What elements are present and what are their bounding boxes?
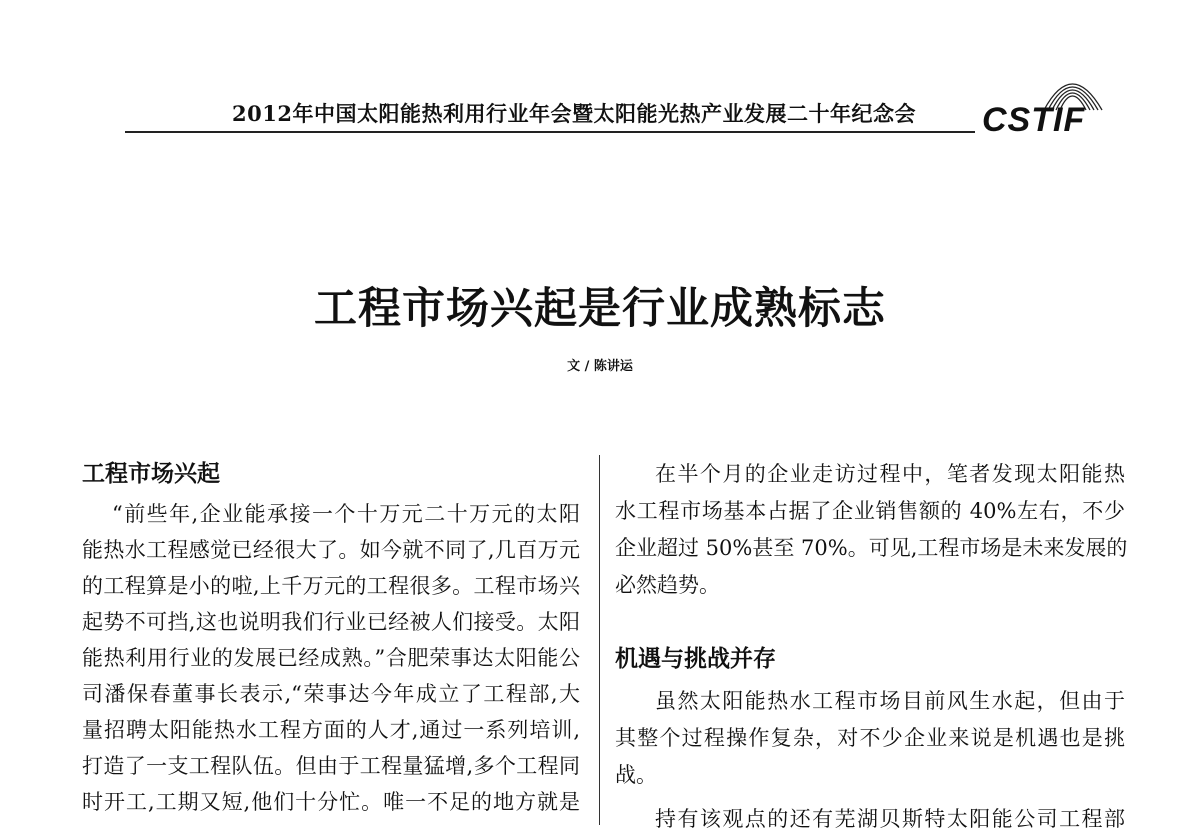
text-line: 打造了一支工程队伍。但由于工程量猛增,多个工程同	[82, 754, 580, 778]
text-line: 能热水工程感觉已经很大了。如今就不同了,几百万元	[82, 538, 580, 562]
logo-text: CSTIF	[982, 101, 1086, 139]
text-line: 时开工,工期又短,他们十分忙。唯一不足的地方就是	[82, 790, 580, 814]
text-line: 量招聘太阳能热水工程方面的人才,通过一系列培训,	[82, 718, 580, 742]
article-title: 工程市场兴起是行业成熟标志	[314, 284, 886, 334]
text-line: “前些年,企业能承接一个十万元二十万元的太阳	[112, 502, 580, 526]
section-heading: 机遇与挑战并存	[615, 645, 776, 672]
text-line: 能热利用行业的发展已经成熟。”合肥荣事达太阳能公	[82, 646, 580, 670]
byline: 文 / 陈讲运	[567, 359, 633, 374]
text-line: 起势不可挡,这也说明我们行业已经被人们接受。太阳	[82, 610, 580, 634]
text-line: 战。	[615, 763, 657, 787]
text-line: 企业超过 50%甚至 70%。可见,工程市场是未来发展的	[615, 536, 1128, 560]
cstif-logo	[982, 62, 1127, 140]
text-line: 虽然太阳能热水工程市场目前风生水起，但由于	[655, 689, 1125, 713]
text-line: 在半个月的企业走访过程中，笔者发现太阳能热	[655, 462, 1125, 486]
header-rule	[125, 131, 975, 133]
conference-header: 2012年中国太阳能热利用行业年会暨太阳能光热产业发展二十年纪念会	[232, 101, 916, 126]
text-line: 其整个过程操作复杂，对不少企业来说是机遇也是挑	[615, 726, 1125, 750]
text-line: 水工程市场基本占据了企业销售额的 40%左右，不少	[615, 499, 1125, 523]
text-line: 持有该观点的还有芜湖贝斯特太阳能公司工程部	[655, 807, 1125, 831]
column-divider	[599, 455, 600, 825]
text-line: 司潘保春董事长表示,“荣事达今年成立了工程部,大	[82, 682, 580, 706]
text-line: 的工程算是小的啦,上千万元的工程很多。工程市场兴	[82, 574, 580, 598]
text-line: 必然趋势。	[615, 573, 720, 597]
section-heading: 工程市场兴起	[82, 460, 220, 487]
